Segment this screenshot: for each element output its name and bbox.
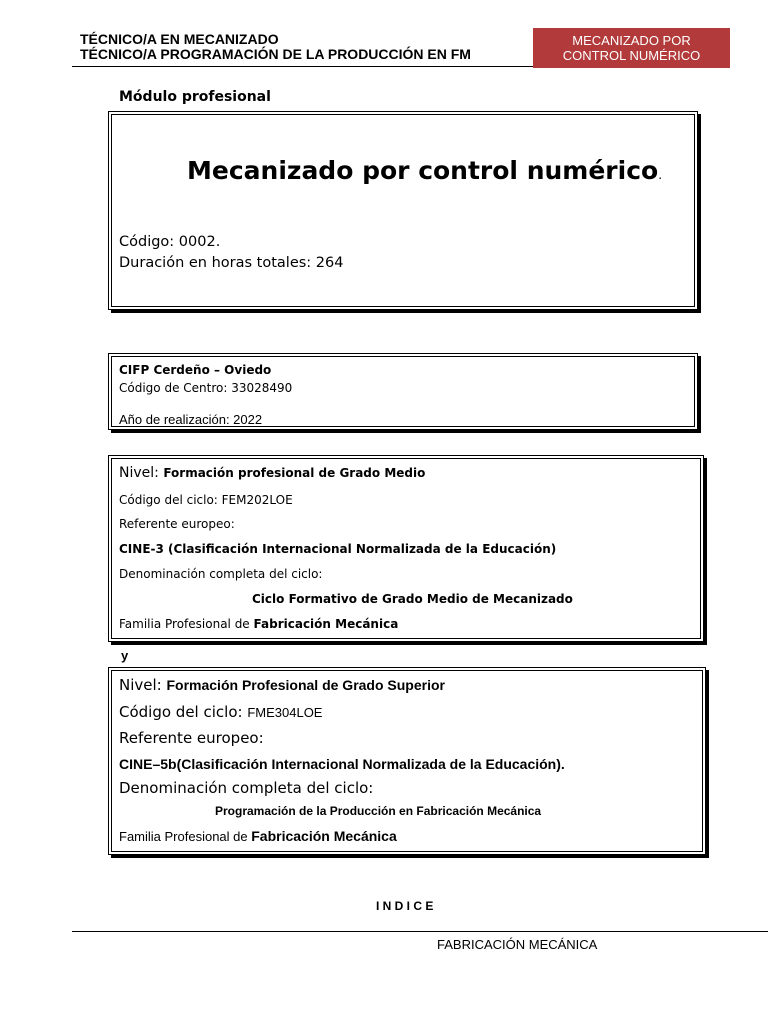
cycle1-level: Nivel: Formación profesional de Grado Medio <box>119 465 426 481</box>
cycle2-code: Código del ciclo: FME304LOE <box>119 703 323 721</box>
cycle2-denom-label: Denominación completa del ciclo: <box>119 779 374 797</box>
module-hours: Duración en horas totales: 264 <box>119 255 344 271</box>
cycle1-ref-value: CINE-3 (Clasificación Internacional Normalizada de la Educación) <box>119 542 557 556</box>
footer-text: FABRICACIÓN MECÁNICA <box>437 937 598 952</box>
cycle2-box <box>108 667 706 855</box>
module-box <box>108 111 698 310</box>
footer-rule <box>72 931 768 932</box>
badge-line-2: CONTROL NUMÉRICO <box>562 48 701 63</box>
cycle1-box <box>108 455 704 642</box>
header-line-1: TÉCNICO/A EN MECANIZADO <box>80 31 279 47</box>
center-year: Año de realización: 2022 <box>119 412 263 427</box>
header-line-2: TÉCNICO/A PROGRAMACIÓN DE LA PRODUCCIÓN EN FM <box>80 46 471 62</box>
cycle2-family: Familia Profesional de Fabricación Mecánica <box>119 828 397 844</box>
cycle2-level: Nivel: Formación Profesional de Grado Superior <box>119 676 445 694</box>
module-code: Código: 0002. <box>119 234 221 250</box>
cycle2-ref-value: CINE–5b(Clasificación Internacional Normalizada de la Educación). <box>119 756 565 772</box>
header-badge <box>533 28 730 68</box>
header-rule <box>72 66 534 67</box>
cycle1-ref-label: Referente europeo: <box>119 517 235 531</box>
index-heading: I N D I C E <box>376 899 434 913</box>
cycle1-family: Familia Profesional de Fabricación Mecánica <box>119 617 399 631</box>
cycle2-ref-label: Referente europeo: <box>119 729 264 747</box>
center-name: CIFP Cerdeño – Oviedo <box>119 363 272 377</box>
center-box <box>108 353 698 430</box>
center-code: Código de Centro: 33028490 <box>119 381 293 395</box>
connector-y: y <box>121 648 129 663</box>
cycle1-denom-value: Ciclo Formativo de Grado Medio de Mecanizado <box>252 592 573 606</box>
badge-line-1: MECANIZADO POR <box>572 33 691 48</box>
module-title: Mecanizado por control numérico. <box>187 156 663 185</box>
cycle1-code: Código del ciclo: FEM202LOE <box>119 493 293 507</box>
cycle2-denom-value: Programación de la Producción en Fabricación Mecánica <box>215 804 542 818</box>
cycle1-denom-label: Denominación completa del ciclo: <box>119 567 323 581</box>
module-label: Módulo profesional <box>119 89 271 105</box>
